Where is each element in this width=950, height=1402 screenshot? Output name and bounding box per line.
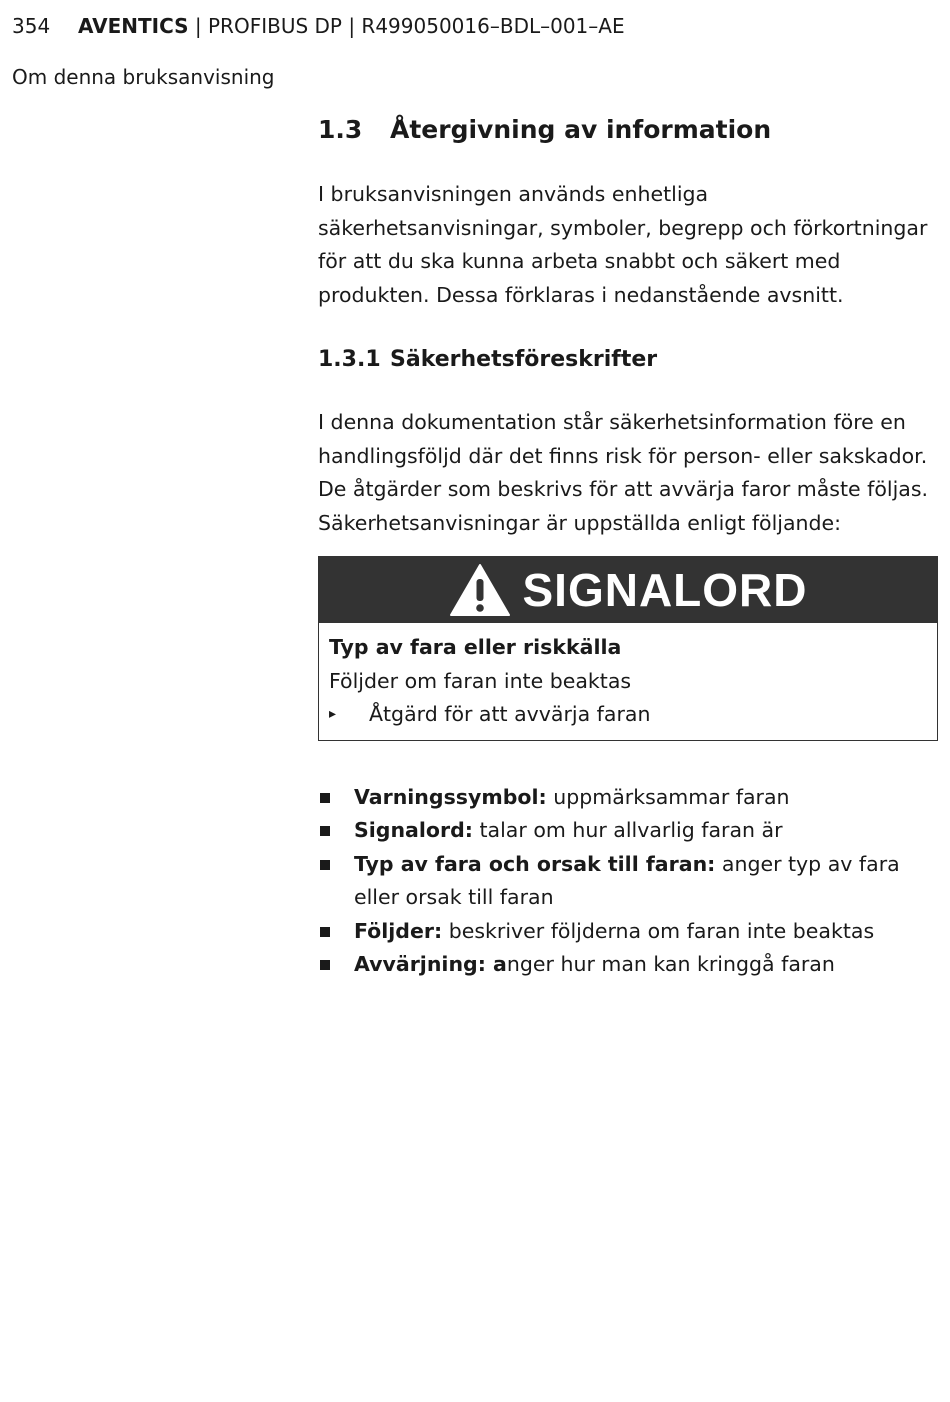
warning-header-bar <box>319 557 937 623</box>
bullet-square-icon <box>320 826 330 836</box>
page-number: 354 <box>12 14 51 38</box>
list-item <box>318 781 938 815</box>
bullet-square-icon <box>320 793 330 803</box>
section-intro: I bruksanvisningen används enhetliga säkerhetsanvisningar, symboler, begrepp och förkortningar för att du ska kunna arbeta snabbt och säkert med produkten. Dessa förklaras i nedanstående avsnitt. <box>318 182 928 307</box>
list-item <box>318 948 938 982</box>
signal-word: SIGNALORD <box>522 564 808 616</box>
bullet-square-icon <box>320 927 330 937</box>
main-content <box>318 112 938 982</box>
action-arrow-icon: ▸ <box>329 706 337 722</box>
bullet-term: Signalord: <box>354 818 473 842</box>
bullet-text: anger typ av fara eller orsak till faran <box>354 851 900 909</box>
section-heading <box>318 112 938 148</box>
section-title: Återgivning av information <box>390 115 772 144</box>
hazard-type: Typ av fara eller riskkälla <box>329 635 622 659</box>
hazard-consequence: Följder om faran inte beaktas <box>329 668 632 693</box>
warning-triangle-icon <box>449 563 511 617</box>
bullet-term: Avvärjning: a <box>354 952 507 976</box>
hazard-action <box>329 698 927 732</box>
brand-name: AVENTICS <box>78 14 189 38</box>
warning-box <box>318 556 938 741</box>
bullet-text: beskriver följderna om faran inte beaktas <box>442 918 875 943</box>
bullet-square-icon <box>320 860 330 870</box>
subsection-intro: I denna dokumentation står säkerhetsinformation före en handlingsföljd där det finns risk för person- eller sakskador. De åtgärder som beskrivs för att avvärja faror måste följas. Säkerhetsanvisningar är uppställda enligt följande: <box>318 410 929 535</box>
chapter-label: Om denna bruksanvisning <box>12 65 275 89</box>
subsection-heading <box>318 344 938 376</box>
list-item <box>318 848 938 915</box>
subsection-title: Säkerhetsföreskrifter <box>390 347 658 372</box>
warning-body <box>319 623 937 740</box>
list-item <box>318 814 938 848</box>
bullet-text: uppmärksammar faran <box>546 784 790 809</box>
bullet-square-icon <box>320 960 330 970</box>
bullet-term: Följder: <box>354 918 443 943</box>
subsection-number: 1.3.1 <box>318 347 381 372</box>
bullet-term: Varningssymbol: <box>354 784 547 809</box>
bullet-list <box>318 781 938 982</box>
document-id: | PROFIBUS DP | R499050016–BDL–001–AE <box>188 14 625 38</box>
list-item <box>318 915 938 949</box>
bullet-term: Typ av fara och orsak till faran: <box>354 851 716 876</box>
running-header <box>12 12 625 40</box>
section-number: 1.3 <box>318 115 363 144</box>
bullet-text: nger hur man kan kringgå faran <box>506 952 835 976</box>
bullet-text: talar om hur allvarlig faran är <box>473 818 783 842</box>
action-text: Åtgärd för att avvärja faran <box>369 702 651 726</box>
